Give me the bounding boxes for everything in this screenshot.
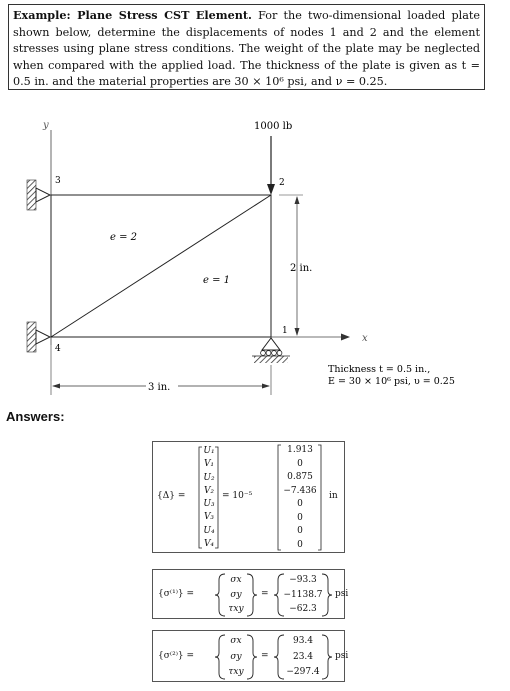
x-axis-arrow — [341, 334, 350, 341]
problem-text: For the two-dimensional loaded plate shown below, determine the displacements of nodes 1 and 2 and the element stresses using plane stress conditions. The weight of the plate may be neglected when compared with the applied load. The thickness of the plate is given as t = 0.5 in. and the material properties are 30 × 10⁶ psi, and ν = 0.25. — [13, 9, 480, 89]
displacement-unit: in — [329, 491, 338, 501]
ground-hatch — [254, 356, 288, 363]
var-u2: U₂ — [203, 472, 215, 483]
displacement-values — [280, 445, 320, 551]
node-label-4: 4 — [55, 344, 61, 354]
x-axis-label: x — [362, 333, 368, 344]
stress-2-value-txy: −297.4 — [286, 667, 320, 677]
stress-1-values — [281, 575, 325, 615]
answers-label: Answers: — [6, 409, 65, 424]
pin-top — [36, 188, 50, 202]
value-v3: 0 — [297, 512, 303, 523]
value-v1: 0 — [297, 458, 303, 469]
displacement-box — [152, 441, 345, 553]
var-v2: V₂ — [203, 485, 215, 496]
stress-2-vars — [224, 636, 248, 678]
value-v4: 0 — [297, 539, 303, 550]
stress-1-box — [152, 569, 349, 619]
var-u4: U₄ — [203, 525, 215, 536]
element-label-1: e = 1 — [203, 275, 231, 286]
value-u2: 0.875 — [287, 472, 313, 483]
stress-1-lhs: {σ⁽¹⁾} = — [158, 589, 195, 599]
stress-1-equals: = — [261, 589, 269, 599]
displacement-vars — [201, 446, 217, 550]
stress-1-var-sx: σx — [230, 575, 242, 585]
stress-1-value-sx: −93.3 — [289, 575, 317, 585]
height-dimension-label: 2 in. — [290, 263, 313, 274]
stress-2-var-sx: σx — [230, 636, 242, 646]
var-u3: U₃ — [203, 499, 215, 510]
problem-statement — [8, 4, 485, 90]
stress-2-equals: = — [261, 651, 269, 661]
plate-figure — [0, 110, 510, 410]
stress-1-var-sy: σy — [230, 589, 242, 600]
var-v3: V₃ — [203, 512, 215, 523]
stress-2-box — [152, 630, 349, 682]
stress-2-lhs: {σ⁽²⁾} = — [158, 651, 195, 661]
value-v2: −7.436 — [283, 485, 317, 496]
var-v4: V₄ — [203, 538, 215, 549]
stress-1-var-txy: τxy — [228, 604, 244, 614]
thickness-note: Thickness t = 0.5 in., — [328, 364, 431, 375]
stress-2-unit: psi — [335, 651, 349, 661]
node-label-2: 2 — [279, 178, 285, 188]
value-u4: 0 — [297, 526, 303, 537]
node-label-1: 1 — [282, 326, 288, 336]
node-label-3: 3 — [55, 176, 61, 186]
displacement-lhs: {Δ} = — [157, 491, 186, 501]
stress-1-value-txy: −62.3 — [289, 604, 317, 614]
stress-2-value-sy: 23.4 — [292, 651, 314, 662]
stress-2-value-sx: 93.4 — [292, 636, 314, 646]
var-v1: V₁ — [203, 459, 215, 470]
stress-2-var-txy: τxy — [228, 667, 244, 677]
stress-2-var-sy: σy — [230, 651, 242, 662]
displacement-factor: = 10⁻⁵ — [222, 491, 253, 501]
material-note: E = 30 × 10⁶ psi, υ = 0.25 — [328, 376, 455, 387]
value-u3: 0 — [297, 499, 303, 510]
roller-triangle — [262, 338, 280, 350]
wall-support-bottom — [27, 322, 36, 352]
element-diagonal — [51, 195, 271, 337]
load-label: 1000 lb — [254, 121, 293, 132]
stress-1-unit: psi — [335, 589, 349, 599]
var-u1: U₁ — [203, 446, 215, 456]
stress-1-value-sy: −1138.7 — [283, 589, 323, 600]
pin-bottom — [36, 330, 50, 344]
stress-2-values — [281, 636, 325, 678]
stress-1-vars — [224, 575, 248, 615]
load-arrow-head — [267, 184, 275, 195]
value-u1: 1.913 — [287, 445, 313, 455]
wall-support-top — [27, 180, 36, 210]
element-label-2: e = 2 — [110, 232, 138, 243]
y-axis-label: y — [43, 120, 49, 131]
problem-heading: Example: Plane Stress CST Element. — [13, 8, 252, 22]
width-dimension-label: 3 in. — [148, 382, 171, 393]
